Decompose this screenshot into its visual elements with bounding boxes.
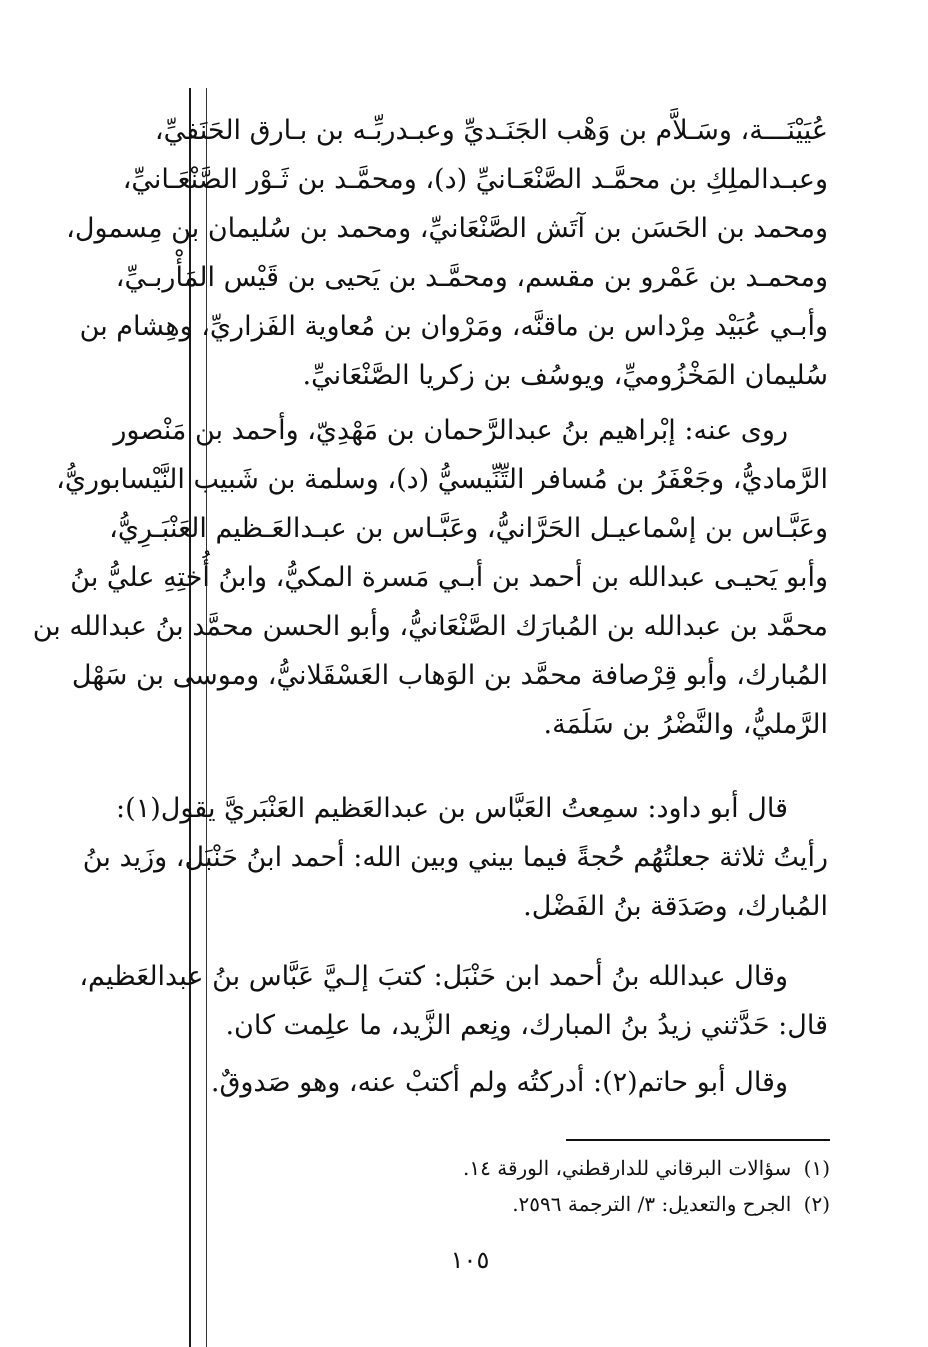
- text-line: المُبارك، وأبو قِرْصافة محمَّد بن الوَهاب العَسْقَلانيُّ، وموسى بن سَهْل: [71, 660, 828, 691]
- text-line: الرَّماديُّ، وجَعْفَرُ بن مُسافر التِّنِّيسيُّ (د)، وسلمة بن شَبيب النَّيْسابوريُّ،: [56, 464, 828, 495]
- text-line: وعَبَّـاس بن إسْماعيـل الحَرَّانيُّ، وعَبَّـاس بن عبـدالعَـظيم العَنْبَـرِيُّ،: [109, 513, 828, 544]
- text-line: وأبـي عُبَيْد مِرْداس بن ماقنَّه، ومَرْوان بن مُعاوية الفَزاريِّ، وهِشام بن: [79, 311, 828, 342]
- footnotes: [300, 1150, 830, 1222]
- text-line: الرَّمليُّ، والنَّضْرُ بن سَلَمَة.: [543, 709, 828, 740]
- text-line: سُليمان المَخْزُوميِّ، ويوسُف بن زكريا الصَّنْعَانيِّ.: [302, 360, 828, 391]
- text-line: روى عنه: إبْراهيم بنُ عبدالرَّحمان بن مَهْدِيّ، وأحمد بن مَنْصور: [113, 415, 788, 446]
- footnote-item: [300, 1186, 830, 1222]
- paragraph-narrated-from-him: [32, 406, 828, 749]
- text-line: ومحمد بن الحَسَن بن آتَش الصَّنْعَانيِّ، ومحمد بن سُليمان بن مِسمول،: [66, 213, 828, 244]
- text-line: وعبـدالملِكِ بن محمَّـد الصَّنْعَـانيِّ (د)، ومحمَّـد بن ثَـوْر الصَّنْعَـانيِّ،: [122, 164, 828, 195]
- text-line: ومحمـد بن عَمْرو بن مقسم، ومحمَّـد بن يَحيى بن قَيْس المَأْربـيِّ،: [115, 262, 828, 293]
- text-line: رأيتُ ثلاثة جعلتُهُم حُجةً فيما بيني وبين الله: أحمد ابنُ حَنْبَل، وزَيد بنُ: [82, 842, 828, 873]
- paragraph-teachers-continued: [66, 106, 828, 400]
- paragraph-abu-hatim-quote: [128, 1058, 828, 1107]
- text-line: محمَّد بن عبدالله بن المُبارَك الصَّنْعَانيُّ، وأبو الحسن محمَّد بنُ عبدالله بن: [32, 611, 828, 642]
- footnote-text: سؤالات البرقاني للدارقطني، الورقة ١٤.: [463, 1156, 792, 1180]
- paragraph-abu-dawud-quote: [82, 784, 828, 931]
- text-line: وقال عبدالله بنُ أحمد ابن حَنْبَل: كتبَ إلـيَّ عَبَّاس بنُ عبدالعَظيم،: [79, 961, 788, 992]
- text-line: وقال أبو حاتم(٢): أدركتُه ولم أكتبْ عنه، وهو صَدوقٌ.: [210, 1067, 788, 1098]
- page-number: ١٠٥: [450, 1246, 490, 1274]
- footnote-text: الجرح والتعديل: ٣/ الترجمة ٢٥٩٦.: [512, 1192, 792, 1216]
- text-line: عُيَيْنَـــة، وسَـلاَّم بن وَهْب الجَنَـديِّ وعبـدربِّـه بن بـارق الحَنَفيِّ،: [154, 115, 828, 146]
- text-line: وأبو يَحيـى عبدالله بن أحمد بن أبـي مَسرة المكيُّ، وابنُ أُختِهِ عليُّ بنُ: [70, 562, 828, 593]
- footnote-item: [300, 1150, 830, 1186]
- text-line: المُبارك، وصَدَقة بنُ الفَضْل.: [523, 891, 828, 922]
- footnote-number: (٢): [803, 1192, 830, 1216]
- footnote-divider: [566, 1139, 830, 1141]
- text-line: قال: حَدَّثني زيدُ بنُ المبارك، ونِعم الزَّيد، ما علِمت كان.: [225, 1010, 828, 1041]
- paragraph-abdullah-quote: [79, 952, 828, 1050]
- text-line: قال أبو داود: سمِعتُ العَبَّاس بن عبدالعَظيم العَنْبَريَّ يقول(١):: [116, 793, 788, 824]
- footnote-number: (١): [803, 1156, 830, 1180]
